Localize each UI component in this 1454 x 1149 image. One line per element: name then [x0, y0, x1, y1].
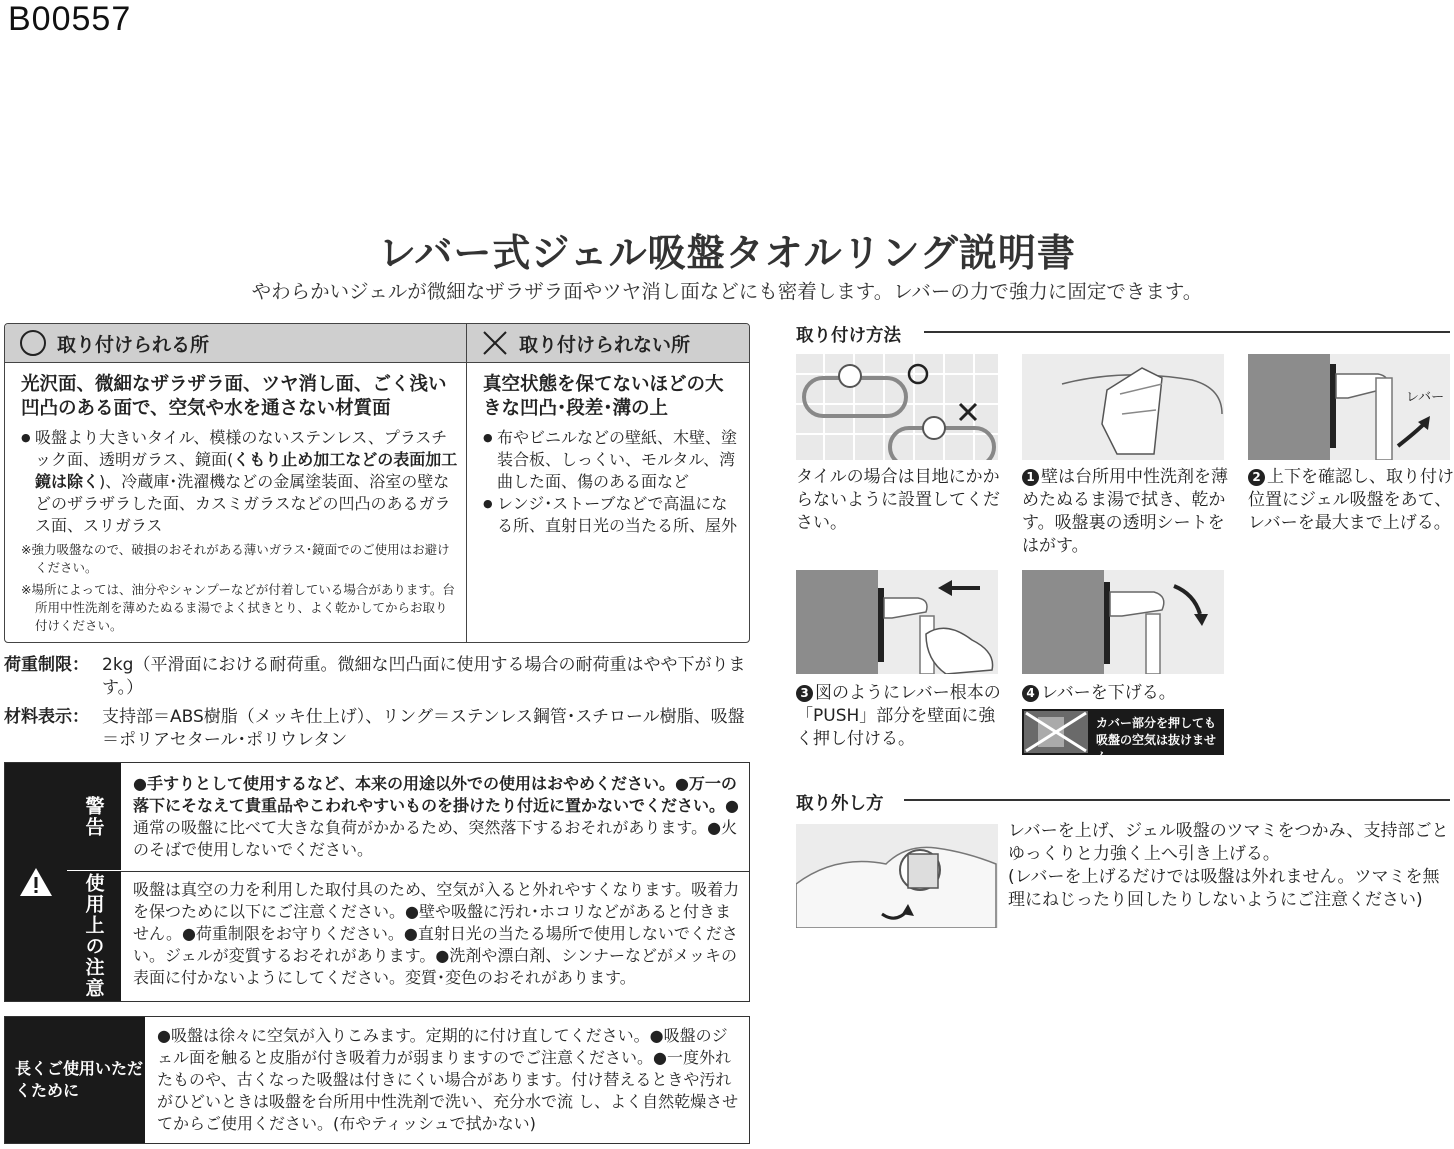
suitable-header-label: 取り付けられる所 — [57, 333, 210, 356]
remove-title: 取り外し方 — [796, 794, 884, 814]
page-subtitle: やわらかいジェルが微細なザラザラ面やツヤ消し面などにも密着します。レバーの力で強力に固定できます。 — [251, 280, 1203, 303]
step-number-3: 3 — [796, 685, 813, 702]
tile-illustration — [796, 354, 998, 460]
step-number-2: 2 — [1248, 469, 1265, 486]
suitable-note: ※場所によっては、油分やシャンプーなどが付着している場合があります。台所用中性洗剤を薄めたぬるま湯でよく拭きとり、よく乾かしてからお取り付けください。 — [21, 582, 455, 633]
unsuitable-list — [467, 425, 750, 537]
long-use-label: 長くご使用いただくために — [5, 1017, 145, 1143]
cover-note-line2: 吸盤の空気は抜けません — [1096, 733, 1217, 764]
list-item: ● 布やビニルなどの壁紙、木壁、塗装合板、しっくい、モルタル、湾曲した面、傷のある面など — [483, 427, 743, 493]
suitable-header — [5, 324, 466, 363]
page-title: レバー式ジェル吸盤タオルリング説明書 — [378, 231, 1076, 275]
install-title: 取り付け方法 — [796, 326, 901, 346]
caution-label: 使用上の注意 — [67, 871, 121, 1001]
warning-triangle-icon — [18, 866, 54, 898]
step-number-4: 4 — [1022, 685, 1039, 702]
step4-caption: 4 レバーを下げる。 — [1022, 682, 1228, 705]
remove-note: (レバーを上げるだけでは吸盤は外れません。ツマミを無理にねじったり回したりしないようにご注意ください) — [1008, 867, 1440, 910]
load-limit — [4, 654, 754, 702]
divider — [121, 871, 749, 872]
cross-ng-icon — [481, 329, 509, 357]
material-label: 材料表示： — [4, 707, 89, 727]
cover-prohibited-icon — [1024, 711, 1088, 753]
step4-illustration — [1022, 570, 1224, 674]
lever-label: レバー — [1406, 390, 1445, 405]
circle-ok-icon — [19, 329, 47, 357]
step3-illustration — [796, 570, 998, 674]
unsuitable-heading: 真空状態を保てないほどの大きな凹凸･段差･溝の上 — [483, 374, 724, 419]
suitable-heading: 光沢面、微細なザラザラ面、ツヤ消し面、ごく浅い凹凸のある面で、空気や水を通さない材質面 — [21, 374, 447, 419]
step-number-1: 1 — [1022, 469, 1039, 486]
unsuitable-header-label: 取り付けられない所 — [519, 333, 691, 356]
warning-text: ●手すりとして使用するなど、本来の用途以外での使用はおやめください。●万一の落下にそなえて貴重品やこわれやすいものを掛けたり付近に置かないでください。●通常の吸盤に比べて大きな負荷がかかるため、突然落下するおそれがあります。●火のそばで使用しないでください。 — [133, 774, 739, 859]
step2-caption: 2 上下を確認し、取り付け位置にジェル吸盤をあて、レバーを最大まで上げる。 — [1248, 467, 1454, 533]
warning-box — [4, 762, 750, 1002]
step1-illustration — [1022, 354, 1224, 460]
unsuitable-column — [467, 324, 750, 642]
suitable-note: ※強力吸盤なので、破損のおそれがある薄いガラス･鏡面でのご使用はお避けください。 — [21, 542, 450, 575]
material-value: 支持部＝ABS樹脂（メッキ仕上げ）、リング＝ステンレス鋼管･スチロール樹脂、吸盤＝ポリアセタール･ポリウレタン — [102, 707, 745, 750]
caution-text: 吸盤は真空の力を利用した取付具のため、空気が入ると外れやすくなります。吸着力を保つために以下にご注意ください。●壁や吸盤に汚れ･ホコリなどがあると付きません。●荷重制限をお守りください。●直射日光の当たる場所で使用しないでください。ジェルが変質するおそれがあります。●洗剤や漂白剤、シンナーなどがメッキの表面に付かないようにしてください。変質･変色のおそれがあります。 — [133, 880, 740, 987]
tile-caption: タイルの場合は目地にかからないように設置してください。 — [796, 467, 1000, 533]
remove-illustration — [796, 824, 998, 928]
warning-side — [5, 763, 67, 1001]
product-code: B00557 — [8, 0, 132, 38]
cover-note-badge — [1022, 709, 1224, 764]
cover-note-line1: カバー部分を押しても — [1096, 716, 1217, 730]
remove-text: レバーを上げ、ジェル吸盤のツマミをつかみ、支持部ごとゆっくりと力強く上へ引き上げる。 — [1008, 821, 1449, 864]
material — [4, 706, 754, 754]
load-value: 2kg（平滑面における耐荷重。微細な凹凸面に使用する場合の耐荷重はやや下がります。） — [102, 655, 746, 698]
long-use-box — [4, 1016, 750, 1144]
suitable-list — [5, 425, 466, 537]
warning-label: 警告 — [67, 763, 121, 871]
step2-illustration — [1248, 354, 1450, 460]
suitability-table — [4, 323, 750, 643]
divider — [924, 331, 1450, 333]
list-item: ● レンジ･ストーブなどで高温になる所、直射日光の当たる所、屋外 — [483, 493, 743, 537]
unsuitable-header — [467, 324, 750, 363]
suitable-column — [5, 324, 467, 642]
divider — [904, 799, 1450, 801]
load-label: 荷重制限： — [4, 655, 89, 675]
step1-caption: 1 壁は台所用中性洗剤を薄めたぬるま湯で拭き、乾かす。吸盤裏の透明シートをはがす。 — [1022, 467, 1228, 556]
long-use-text: ●吸盤は徐々に空気が入りこみます。定期的に付け直してください。●吸盤のジェル面を触ると皮脂が付き吸着力が弱まりますのでご注意ください。●一度外れたものや、古くなった吸盤は付きにくい場合があります。付け替えるときや汚れがひどいときは吸盤を台所用中性洗剤で洗い、充分水で流 し、よく自然乾燥させてからご使用ください。(布やティッシュで拭かない) — [157, 1026, 739, 1133]
list-item: ● 吸盤より大きいタイル、模様のないステンレス、プラスチック面、透明ガラス、鏡面(くもり止め加工などの表面加工鏡は除く)、冷蔵庫･洗濯機などの金属塗装面、浴室の壁などのザラザラした面、カスミガラスなどの凹凸のあるガラス面、スリガラス — [21, 427, 458, 537]
step3-caption: 3 図のようにレバー根本の「PUSH」部分を壁面に強く押し付ける。 — [796, 683, 1001, 749]
